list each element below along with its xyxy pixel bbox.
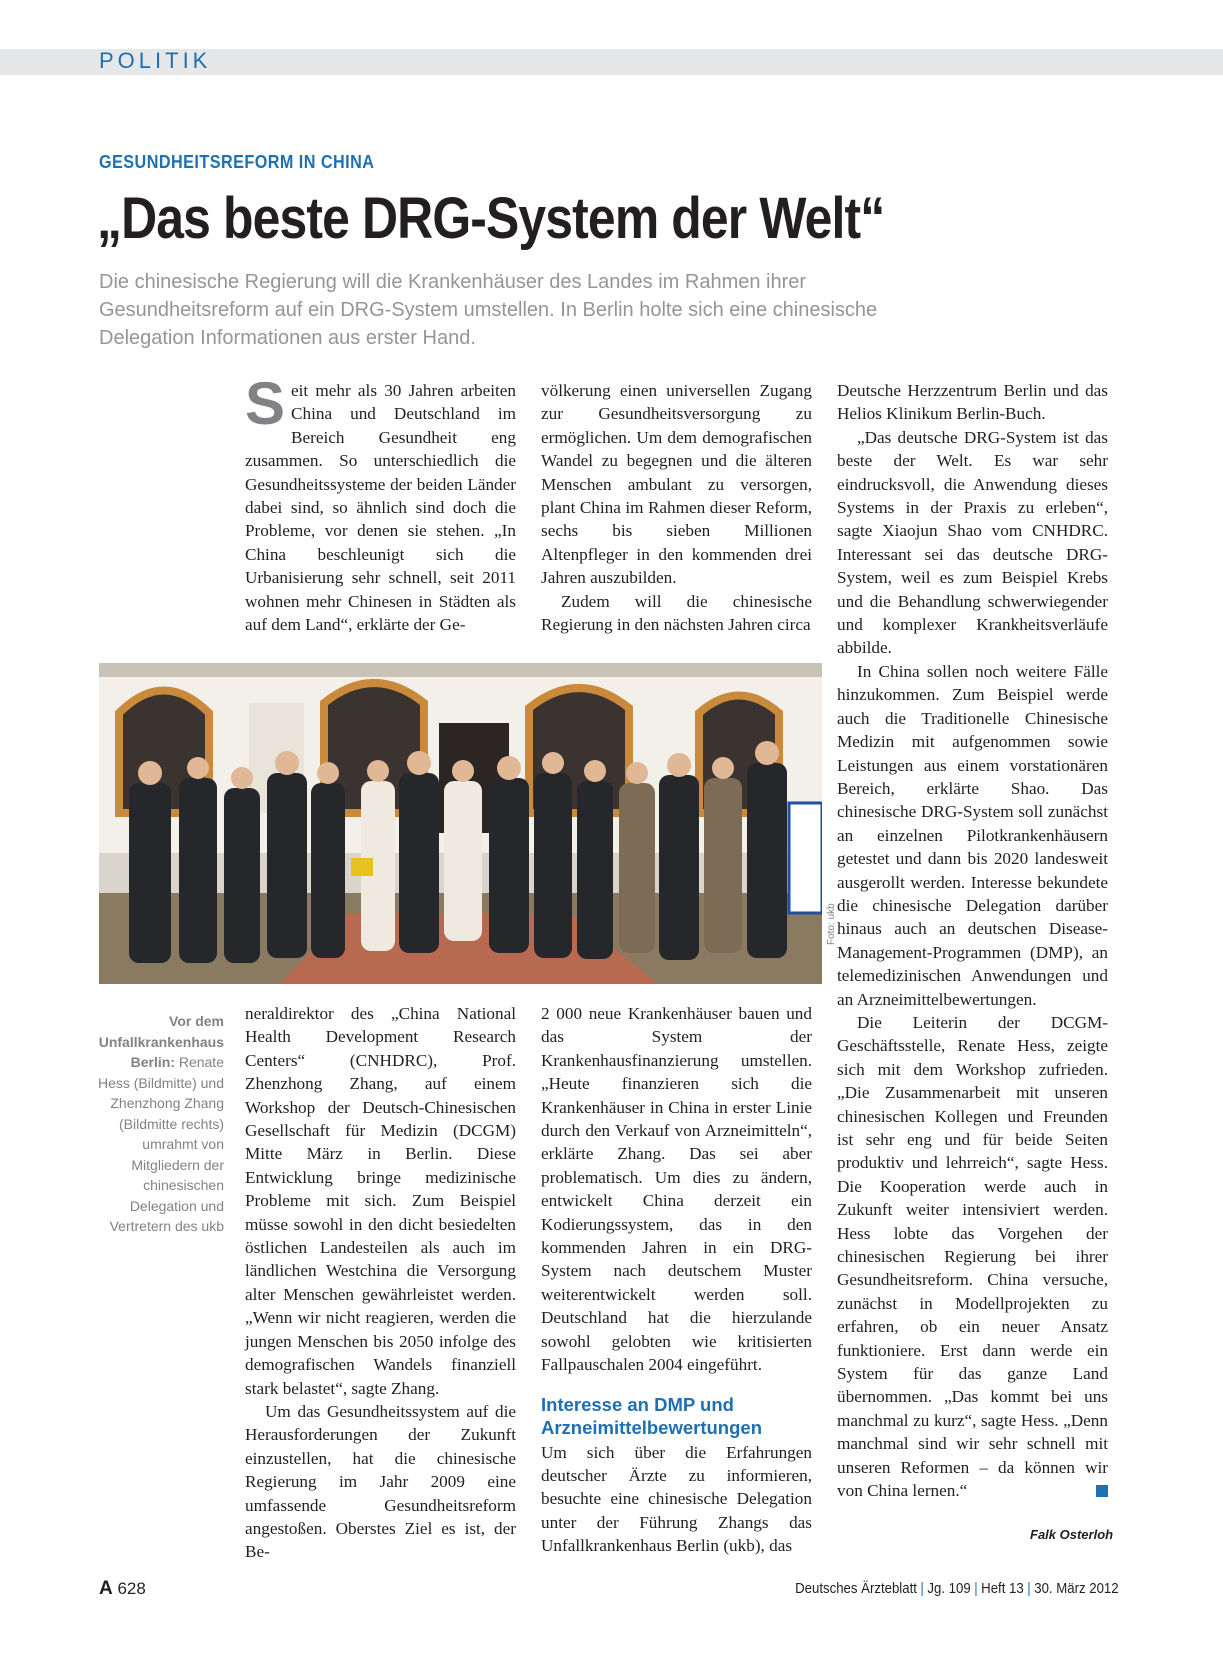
page-number-value: 628 [117,1579,146,1598]
column-3 [837,379,1108,1503]
caption-text: Renate Hess (Bildmitte) und Zhenzhong Zhang (Bildmitte rechts) umrahmt von Mitgliedern der chinesischen Delegation und Vertretern des ukb [97,1054,224,1234]
journal-volume: Jg. 109 [927,1580,972,1597]
column-2-bottom [541,1002,812,1558]
paragraph: „Das deutsche DRG-System ist das beste der Welt. Es war sehr eindrucksvoll, die Anwendung dieses Systems in der Praxis zu erleben“, sagte Xiaojun Shao vom CNHDRC. Interessant sei das deutsche DRG-System, weil es zum Beispiel Krebs und die Behandlung schwerwiegender und komplexer Krankheitsverläufe abbilde. [837,427,1108,658]
photo-credit: Foto: ukb [826,903,837,945]
paragraph: Deutsche Herzzentrum Berlin und das Helios Klinikum Berlin-Buch. [837,381,1108,424]
separator: | [974,1580,979,1597]
article-title: „Das beste DRG-System der Welt“ [97,186,885,251]
column-1-top [245,370,516,636]
paragraph: Um das Gesundheitssystem auf die Herausforderungen der Zukunft einzustellen, hat die chinesische Regierung im Jahr 2009 eine umfassende Gesundheitsreform angestoßen. Oberstes Ziel es ist, der Be- [245,1401,516,1562]
paragraph: Seit mehr als 30 Jahren arbeiten China und Deutschland im Bereich Gesundheit eng zusammen. So unterschiedlich die Gesundheitssysteme der beiden Länder dabei sind, so ähnlich sind doch die Probleme, vor denen sie stehen. „In China beschleunigt sich die Urbanisierung sehr schnell, seit 2011 wohnen mehr Chinesen in Städten als auf dem Land“, erklärte der Ge- [245,370,516,635]
paragraph: völkerung einen universellen Zugang zur Gesundheitsversorgung zu ermöglichen. Um dem demografischen Wandel zu begegnen und die älteren Menschen ambulant zu versorgen, plant China im Rahmen dieser Reform, sechs bis sieben Millionen Altenpfleger in den kommenden drei Jahren auszubilden. [541,381,812,588]
journal-date: 30. März 2012 [1034,1580,1119,1597]
paragraph: 2 000 neue Krankenhäuser bauen und das System der Krankenhausfinanzierung umstellen. „Heute finanzieren sich die Krankenhäuser in China in erster Linie durch den Verkauf von Arzneimitteln“, erklärte Zhang. Das sei aber problematisch. Um dies zu ändern, entwickelt China derzeit ein Kodierungssystem, das in den kommenden Jahren in ein DRG-System nach deutschem Muster weiterentwickelt werden soll. Deutschland hat die hierzulande sowohl gelobten wie kritisierten Fallpauschalen 2004 eingeführt. [541,1004,812,1375]
article-kicker: GESUNDHEITSREFORM IN CHINA [99,152,375,172]
paragraph: Zudem will die chinesische Regierung in den nächsten Jahren circa [541,591,812,635]
journal-info [796,1580,1119,1597]
separator: | [1027,1580,1032,1597]
end-mark [1096,1485,1108,1497]
subheading: Interesse an DMP und Arzneimittelbewertungen [541,1393,762,1438]
paragraph: neraldirektor des „China National Health Development Research Centers“ (CNHDRC), Prof. Zhenzhong Zhang, auf einem Workshop der Deutsch-Chinesischen Gesellschaft für Medizin (DCGM) Mitte März in Berlin. Diese Entwicklung bringe medizinische Probleme mit sich. Zum Beispiel müsse sowohl in den dicht besiedelten östlichen Landesteilen als auch im ländlichen Westchina die Versorgung alter Menschen gewährleistet werden. „Wenn wir nicht reagieren, werden die jungen Menschen bis 2050 infolge des demografischen Wandels finanziell stark belastet“, sagte Zhang. [245,1004,516,1398]
group-photo [99,663,822,984]
page-number [99,1578,146,1600]
page-prefix: A [99,1578,113,1599]
caption-lead: Vor dem Unfallkrankenhaus Berlin: [98,1013,224,1070]
column-2-top [541,379,812,636]
article-lead: Die chinesische Regierung will die Krankenhäuser des Landes im Rahmen ihrer Gesundheitsreform auf ein DRG-System umstellen. In Berlin holte sich eine chinesische Delegation Informationen aus erster Hand. [99,271,878,349]
separator: | [920,1580,925,1597]
author: Falk Osterloh [1030,1527,1114,1542]
photo-caption [96,1011,224,1237]
paragraph: In China sollen noch weitere Fälle hinzukommen. Zum Beispiel werde auch die Traditionelle Chinesische Medizin mit aufgenommen sowie Leistungen aus einem vorstationären Bereich, erklärte Shao. Das chinesische DRG-System soll zunächst an einzelnen Pilotkrankenhäusern getestet und dann bis 2020 landesweit ausgerollt werden. Interesse bekundete die chinesische Delegation darüber hinaus auch an deutschen Disease-Management-Programmen (DMP), an telemedizinischen Anwendungen und an Arzneimittelbewertungen. [837,661,1108,1009]
column-1-bottom [245,1002,516,1564]
journal-issue: Heft 13 [981,1580,1025,1597]
section-label: POLITIK [99,48,212,73]
paragraph: Um sich über die Erfahrungen deutscher Ärzte zu informieren, besuchte eine chinesische Delegation unter der Führung Zhangs das Unfallkrankenhaus Berlin (ukb), das [541,1442,812,1556]
drop-cap: S [245,370,286,437]
journal-name: Deutsches Ärzteblatt [795,1580,918,1597]
paragraph: Die Leiterin der DCGM-Geschäftsstelle, Renate Hess, zeigte sich mit dem Workshop zufrieden. „Die Zusammenarbeit mit unseren chinesischen Kollegen und Freunden ist sehr eng und für beide Seiten produktiv und lehrreich“, sagte Hess. Die Kooperation werde auch in Zukunft weiter intensiviert werden. Hess lobte das Vorgehen der chinesischen Regierung bei ihrer Gesundheitsreform. China versuche, zunächst in Modellprojekten zu erfahren, ob ein neuer Ansatz funktioniere. Erst dann werde ein System für das ganze Land übernommen. „Das kommt bei uns manchmal zu kurz“, sagte Hess. „Denn manchmal sind wir sehr schnell mit unseren Reformen – da können wir von China lernen.“ [837,1012,1108,1501]
